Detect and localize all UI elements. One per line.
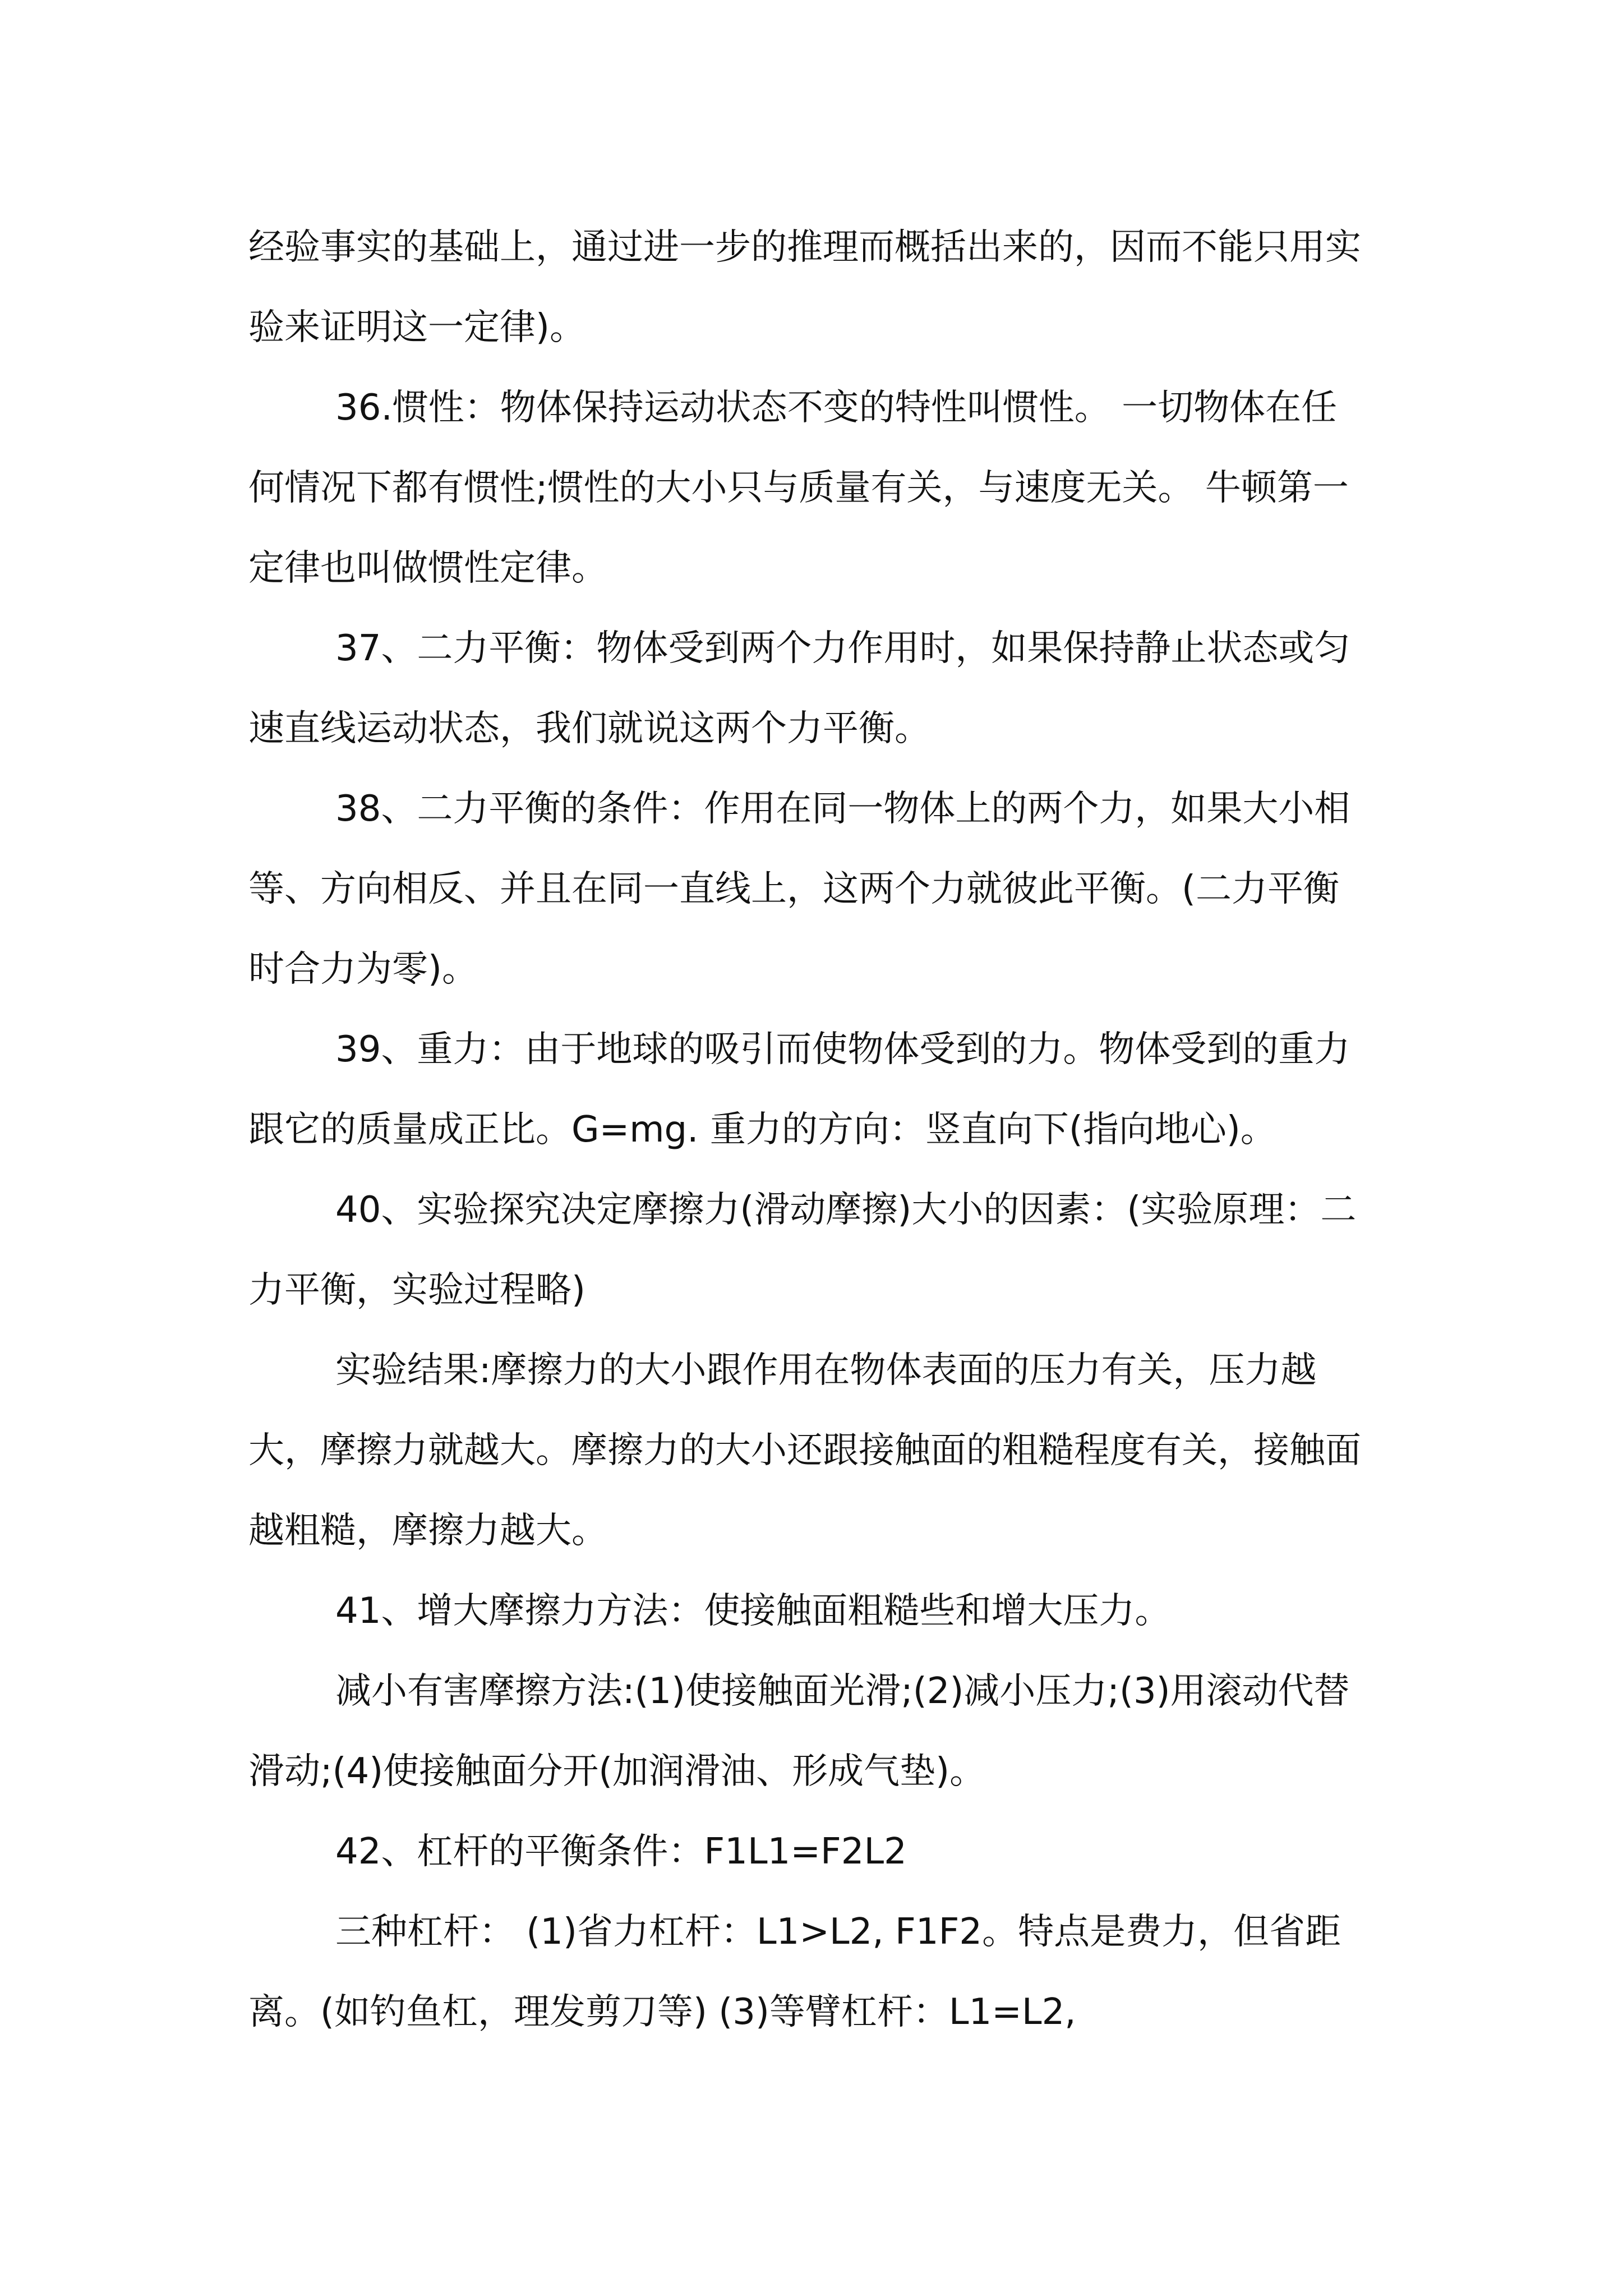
paragraph-three-levers: 三种杠杆： (1)省力杠杆：L1>L2, F1F2。特点是费力，但省距离。(如钓鱼杠，理发剪刀等) (3)等臂杠杆：L1=L2, [248, 1911, 1341, 2033]
paragraph-continuation: 经验事实的基础上，通过进一步的推理而概括出来的，因而不能只用实验来证明这一定律)。 [248, 227, 1361, 348]
paragraph-reduce-friction: 减小有害摩擦方法:(1)使接触面光滑;(2)减小压力;(3)用滚动代替滑动;(4)使接触面分开(加润滑油、形成气垫)。 [248, 1671, 1350, 1792]
paragraph-friction-experiment: 40、实验探究决定摩擦力(滑动摩擦)大小的因素：(实验原理：二力平衡，实验过程略) [248, 1189, 1357, 1311]
paragraph-gravity: 39、重力：由于地球的吸引而使物体受到的力。物体受到的重力跟它的质量成正比。G=mg. 重力的方向：竖直向下(指向地心)。 [248, 1029, 1350, 1151]
paragraph-lever-condition: 42、杠杆的平衡条件：F1L1=F2L2 [335, 1831, 907, 1872]
paragraph-two-force-balance: 37、二力平衡：物体受到两个力作用时，如果保持静止状态或匀速直线运动状态，我们就说这两个力平衡。 [248, 628, 1350, 749]
paragraph-balance-conditions: 38、二力平衡的条件：作用在同一物体上的两个力，如果大小相等、方向相反、并且在同一直线上，这两个力就彼此平衡。(二力平衡时合力为零)。 [248, 788, 1350, 990]
paragraph-inertia: 36.惯性：物体保持运动状态不变的特性叫惯性。 一切物体在任何情况下都有惯性;惯性的大小只与质量有关，与速度无关。 牛顿第一定律也叫做惯性定律。 [248, 387, 1349, 589]
document-body [248, 208, 1370, 2053]
paragraph-experiment-result: 实验结果:摩擦力的大小跟作用在物体表面的压力有关，压力越大，摩擦力就越大。摩擦力的大小还跟接触面的粗糙程度有关，接触面越粗糙，摩擦力越大。 [248, 1350, 1361, 1552]
paragraph-increase-friction: 41、增大摩擦力方法：使接触面粗糙些和增大压力。 [335, 1590, 1171, 1632]
